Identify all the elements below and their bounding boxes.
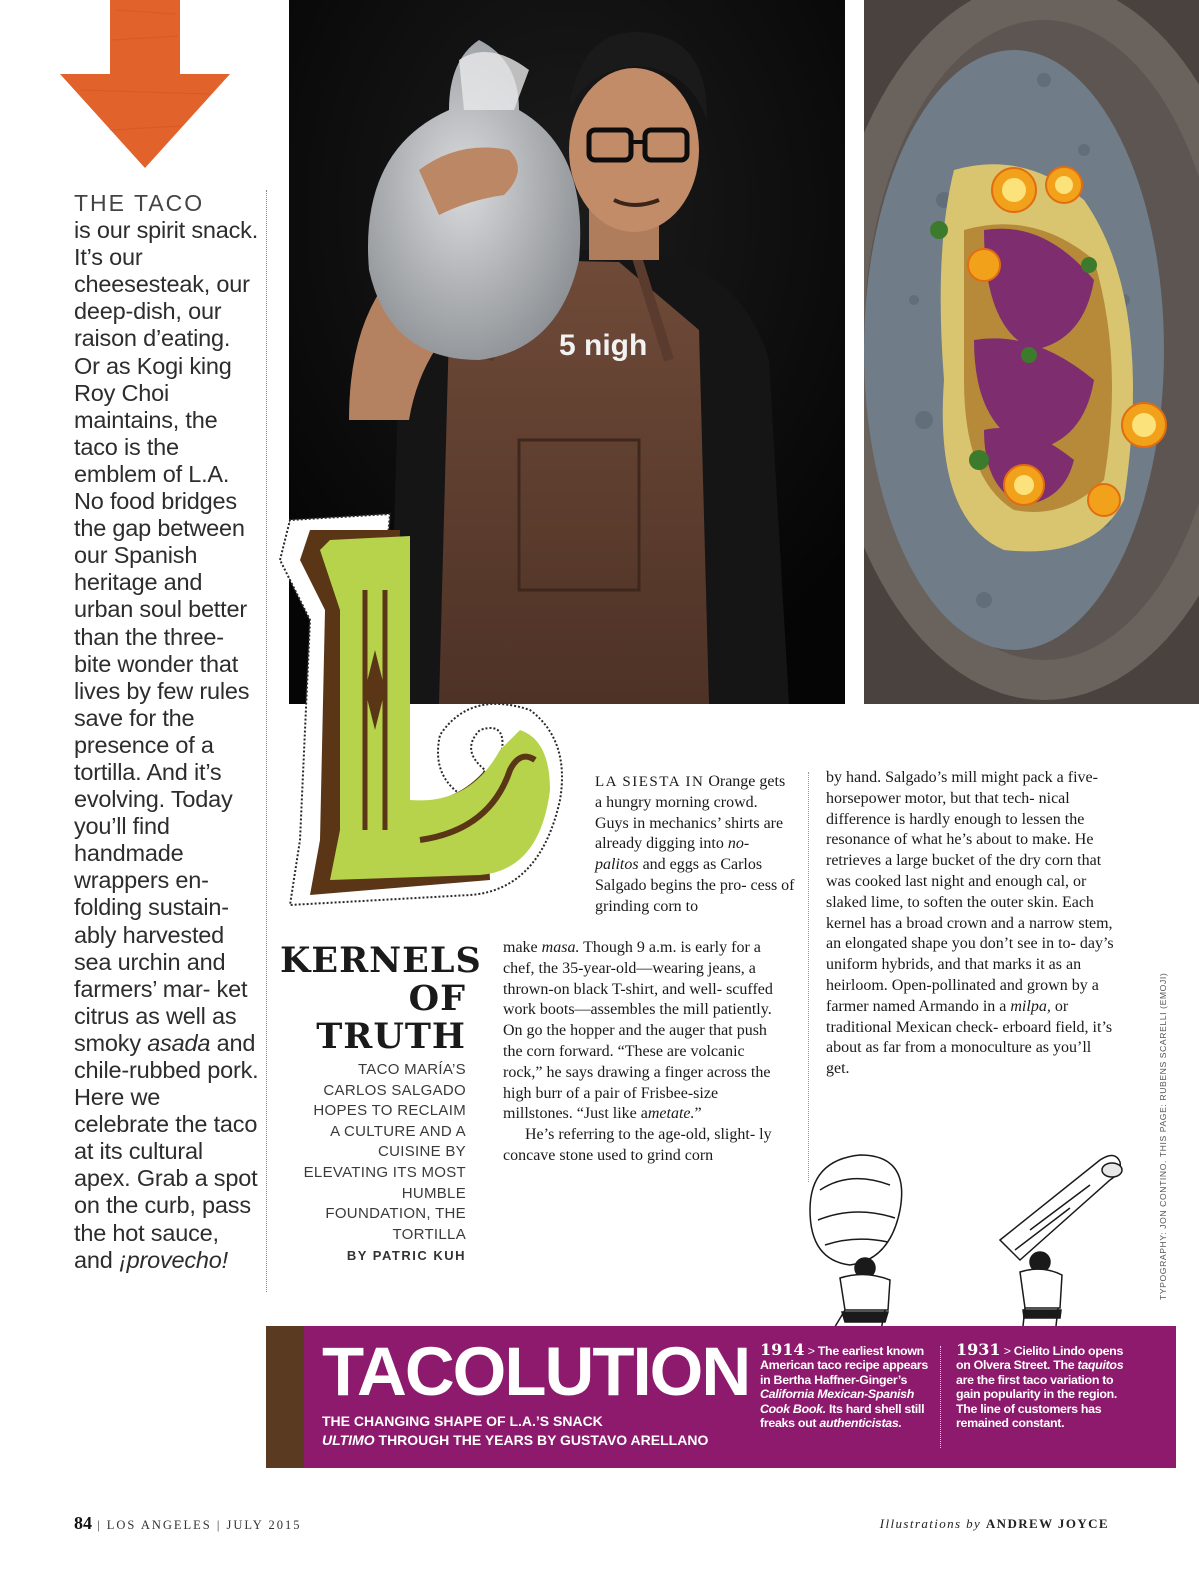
tacolution-sub-em: ULTIMO: [322, 1432, 375, 1448]
body-col2-em: milpa,: [1010, 997, 1051, 1015]
fact-text-em: taquitos: [1077, 1358, 1124, 1373]
fact-text-em2: authenticistas.: [819, 1416, 902, 1431]
body-column-1-top: [595, 772, 795, 918]
timeline-fact-1914: [760, 1340, 932, 1431]
headline-line-3: TRUTH: [316, 1016, 466, 1057]
headline-line-1: KERNELS: [280, 940, 482, 981]
tacolution-subtitle: [322, 1412, 752, 1450]
intro-text-b: and chile-rubbed pork. Here we celebrate the taco at its cultural apex. Grab a spot on the curb, pass the hot sauce, and: [74, 1029, 259, 1273]
body-column-2: [826, 768, 1118, 1080]
fact-year: 1914: [760, 1340, 805, 1359]
body-lead-in: LA SIESTA IN: [595, 774, 705, 790]
page-folio: [74, 1513, 302, 1534]
body-col2-b: or traditional Mexican check- erboard field, it’s about as far from a monoculture as you’ll get.: [826, 997, 1113, 1078]
wrestler-illustrations: [770, 1150, 1160, 1350]
fact-text-a: Cielito Lindo opens on Olvera Street. The: [956, 1344, 1124, 1373]
body-p1-em3: metate.: [647, 1105, 695, 1123]
hard-shell-taco-carrier: [810, 1155, 902, 1342]
folio-separator: |: [97, 1518, 102, 1532]
fact-marker: >: [1003, 1344, 1011, 1358]
timeline-fact-1931: [956, 1340, 1128, 1431]
folio-separator: |: [216, 1518, 222, 1532]
drop-cap-L: [270, 500, 610, 920]
page-number: 84: [74, 1513, 92, 1533]
fact-marker: >: [807, 1344, 815, 1358]
down-arrow-icon: [60, 0, 230, 168]
body-p1-d: Though 9 a.m. is early for a chef, the 35-year-old—wearing jeans, a thrown-on black T-shirt, and well- scuffed work boots—assembles the mill patiently. On go the hopper and the auger that push the corn forward. “These are volcanic rock,” he says drawing a finger across the high burr of a pair of Frisbee-size millstones. “Just like a: [503, 939, 773, 1123]
intro-text-a: is our spirit snack. It’s our cheesesteak, our deep-dish, our raison d’eating. Or as Kogi king Roy Choi maintains, the taco is the emblem of L.A. No food bridges the gap between our Spanish heritage and urban soul better than the three-bite wonder that lives by few rules save for the presence of a tortilla. And it’s evolving. Today you’ll find handmade wrappers en- folding sustain- ably harvested sea urchin and farmers’ mar- ket citrus as well as smoky: [74, 217, 259, 1056]
intro-text-em: asada: [147, 1029, 211, 1056]
article-dek: TACO MARÍA’S CARLOS SALGADO HOPES TO RECLAIM A CULTURE AND A CUISINE BY ELEVATING ITS MOST HUMBLE FOUNDATION, THE TORTILLA: [303, 1061, 466, 1243]
body-p1-b: and eggs as Carlos Salgado begins the pro- cess of grinding corn to: [595, 856, 795, 915]
fact-text-b: Its hard shell still freaks out: [760, 1401, 925, 1431]
tacolution-byline: BY GUSTAVO ARELLANO: [536, 1432, 709, 1448]
magazine-name: LOS ANGELES: [106, 1518, 212, 1532]
article-headline: [280, 940, 482, 1057]
photo-credit: [1158, 970, 1174, 1300]
taco-plate-photo: [864, 0, 1199, 704]
body-p2: He’s referring to the age-old, slight- ly concave stone used to grind corn: [503, 1126, 772, 1164]
body-column-1-bottom: [503, 938, 785, 1167]
fact-divider: [940, 1346, 941, 1448]
fact-year: 1931: [956, 1340, 1001, 1359]
tacolution-sub-line-2: THROUGH THE YEARS: [378, 1432, 534, 1448]
intro-lead: THE TACO: [74, 190, 205, 216]
article-byline: BY PATRIC KUH: [346, 1248, 466, 1263]
body-p1-em2: masa.: [541, 939, 580, 956]
body-p1-em1: no- palitos: [595, 835, 750, 874]
illustrator-name: ANDREW JOYCE: [985, 1516, 1109, 1531]
fact-text-a: The earliest known American taco recipe appears in Bertha Haffner-Ginger’s: [760, 1344, 928, 1387]
photo-credit-text: TYPOGRAPHY: JON CONTINO. THIS PAGE: RUBENS SCARELLI (EMOJI): [1158, 972, 1168, 1300]
fact-text-b: are the first taco variation to gain popularity in the region. The line of customers has remained constant.: [956, 1372, 1118, 1431]
banner-wood-edge: [266, 1326, 304, 1468]
illustration-credit-prefix: Illustrations by: [879, 1516, 982, 1531]
intro-text: [74, 190, 260, 1274]
intro-text-end: ¡provecho!: [118, 1246, 228, 1273]
column-divider: [266, 190, 267, 1292]
tacolution-sub-line-1: THE CHANGING SHAPE OF L.A.’S SNACK: [322, 1413, 603, 1429]
fact-text-em: California Mexican-Spanish Cook Book.: [760, 1387, 915, 1416]
body-col2-a: by hand. Salgado’s mill might pack a five-horsepower motor, but that tech- nical difference is hardly enough to lessen the resonance of what he’s about to make. He retrieves a large bucket of the dry corn that was cooked last night and enough cal, or slaked lime, to soften the outer skin. Each kernel has a broad crown and a narrow stem, an elongated shape you don’t see in to- day’s uniform hybrids, and that marks it as an heirloom. Open-pollinated and grown by a farmer named Armando in a: [826, 769, 1114, 1015]
body-p1-a: Orange gets a hungry morning crowd. Guys in mechanics’ shirts are already digging into: [595, 773, 786, 853]
body-p1-e: ”: [694, 1105, 702, 1123]
issue-date: JULY 2015: [226, 1518, 302, 1532]
illustration-credit: [880, 1516, 1109, 1532]
drop-cap-letter: L: [278, 510, 279, 511]
column-divider-2: [808, 772, 809, 1182]
taquito-carrier: [1000, 1155, 1122, 1342]
tacolution-title: TACOLUTION: [322, 1333, 750, 1410]
shirt-print: 5 nigh: [559, 329, 648, 362]
body-p1-c: make: [503, 939, 538, 956]
headline-line-2: OF: [408, 978, 466, 1019]
